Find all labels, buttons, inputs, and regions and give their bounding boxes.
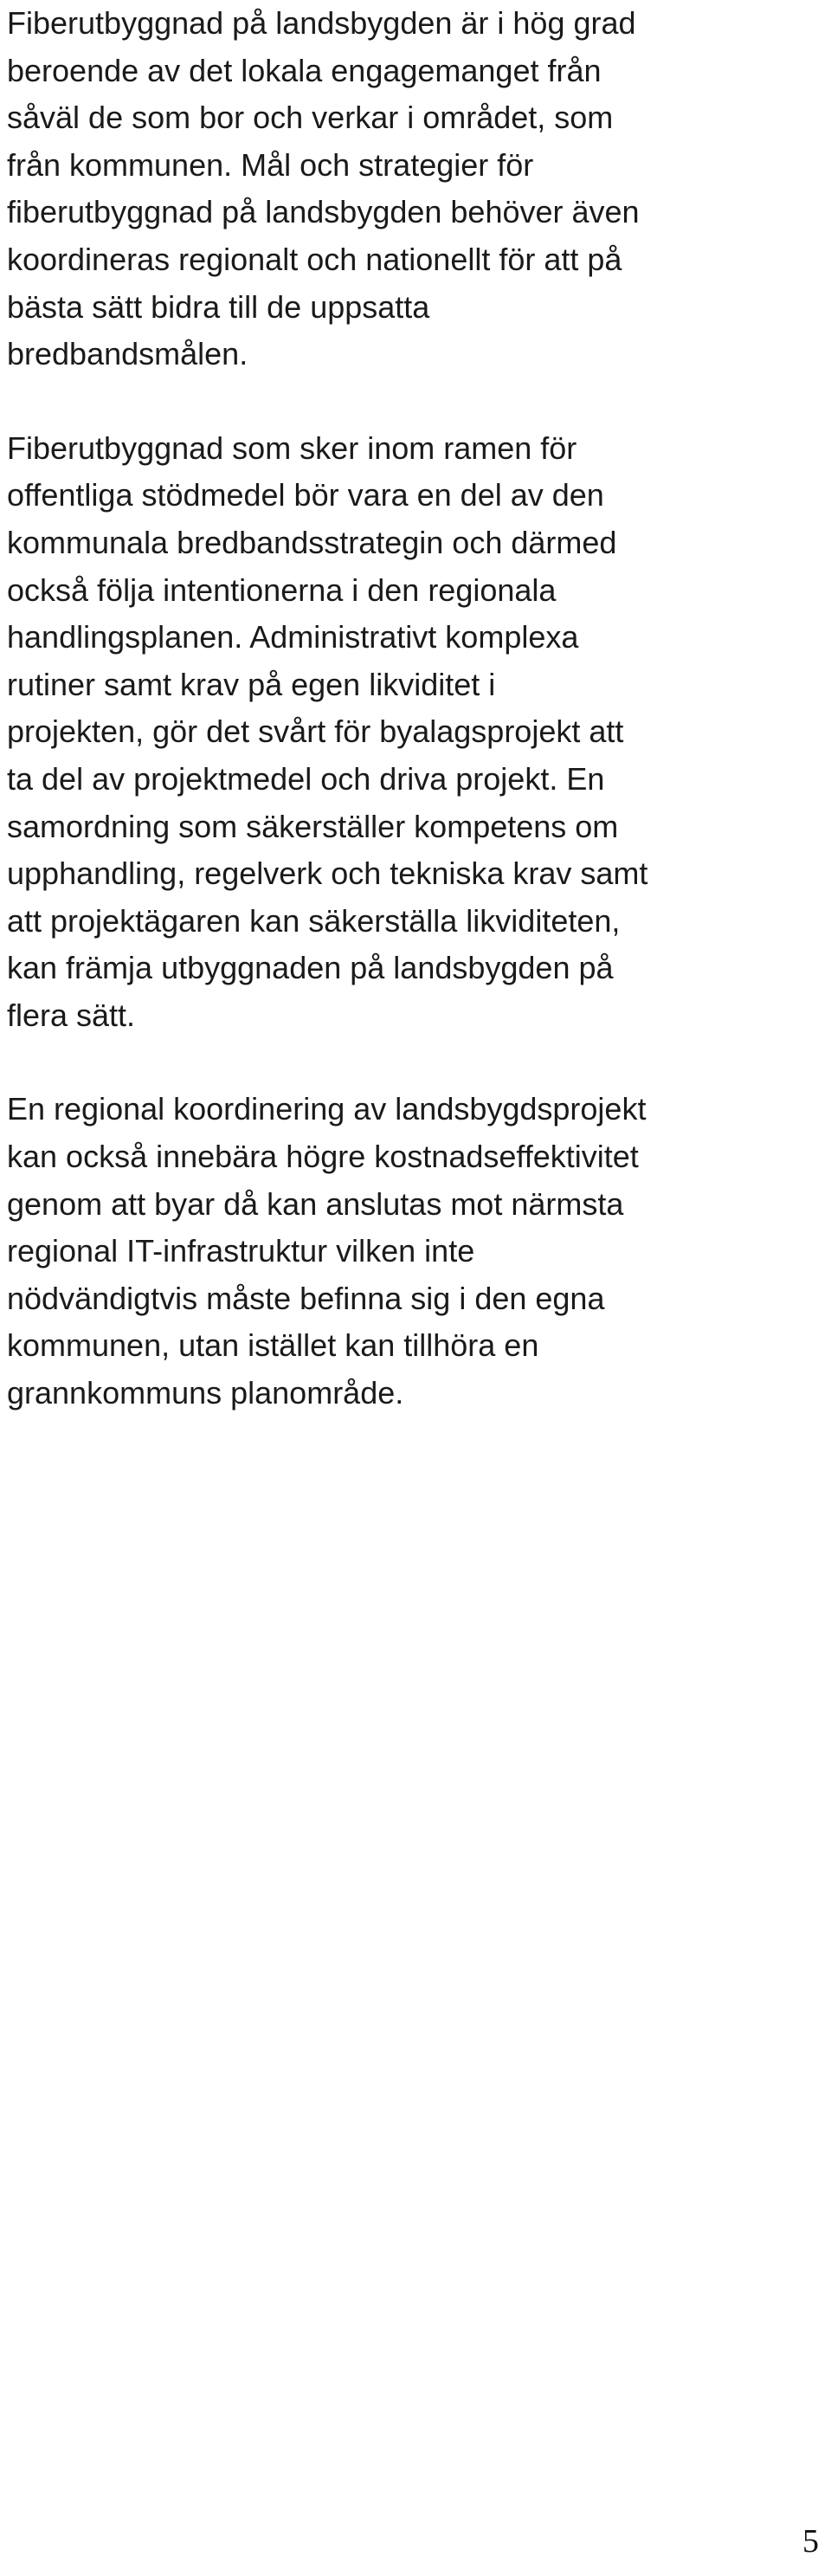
page-number: 5 [802, 2523, 819, 2560]
paragraph-3: En regional koordinering av landsbygdsprojekt kan också innebära högre kostnadseffektivitet genom att byar då kan anslutas mot närmsta regional IT-infrastruktur vilken inte nödvändigtvis måste befinna sig i den egna kommunen, utan istället kan tillhöra en grannkommuns planområde. [7, 1091, 647, 1411]
paragraph-2: Fiberutbyggnad som sker inom ramen för offentliga stödmedel bör vara en del av den kommunala bredbandsstrategin och därmed också följa intentionerna i den regionala handlingsplanen. Administrativt komplexa rutiner samt krav på egen likviditet i projekten, gör det svårt för byalagsprojekt att ta del av projektmedel och driva projekt. En samordning som säkerställer kompetens om upphandling, regelverk och tekniska krav samt att projektägaren kan säkerställa likviditeten, kan främja utbyggnaden på landsbygden på flera sätt. [7, 429, 648, 1033]
body-text [7, 0, 786, 1417]
paragraph-1: Fiberutbyggnad på landsbygden är i hög grad beroende av det lokala engagemanget från såväl de som bor och verkar i området, som från kommunen. Mål och strategier för fiberutbyggnad på landsbygden behöver även koordineras regionalt och nationellt för att på bästa sätt bidra till de uppsatta bredbandsmålen. [7, 5, 640, 372]
